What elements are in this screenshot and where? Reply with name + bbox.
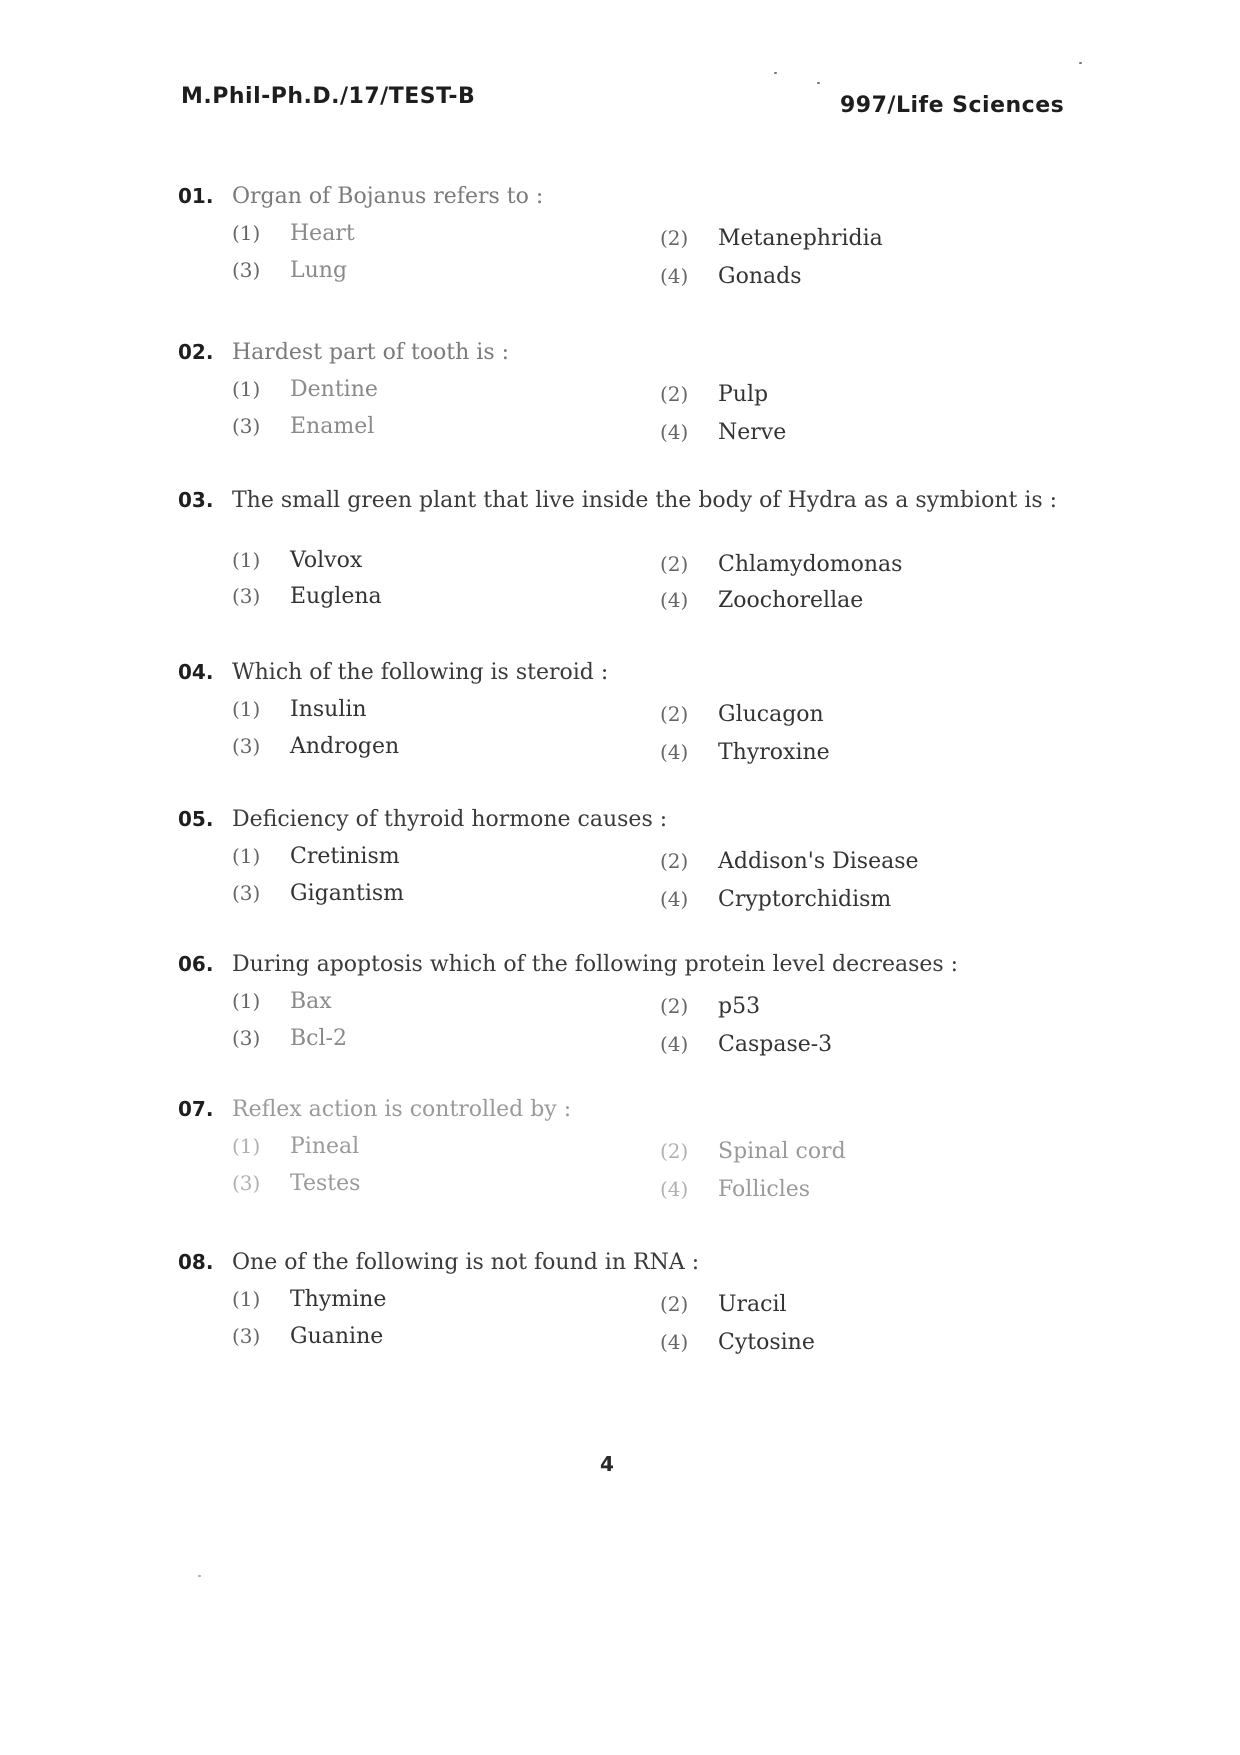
option-text: Zoochorellae — [718, 588, 864, 613]
option-number: (3) — [232, 1324, 261, 1348]
option-number: (2) — [660, 382, 689, 406]
option-2 — [660, 552, 902, 577]
option-number: (3) — [232, 414, 261, 438]
question-text: The small green plant that live inside the body of Hydra as a symbiont is : — [232, 488, 1058, 513]
scan-speck — [817, 82, 820, 84]
question-number: 05. — [178, 807, 214, 831]
option-text: Follicles — [718, 1177, 811, 1202]
option-number: (1) — [232, 1287, 261, 1311]
question-08 — [0, 1250, 1240, 1380]
option-number: (1) — [232, 697, 261, 721]
scan-speck — [774, 72, 777, 74]
option-text: Uracil — [718, 1292, 787, 1317]
question-number: 01. — [178, 184, 214, 208]
option-text: Dentine — [290, 377, 378, 402]
option-number: (2) — [660, 1292, 689, 1316]
option-number: (1) — [232, 377, 261, 401]
option-text: Cytosine — [718, 1330, 815, 1355]
option-text: Addison's Disease — [718, 849, 919, 874]
option-1 — [232, 1134, 359, 1159]
question-text: One of the following is not found in RNA : — [232, 1250, 700, 1275]
option-4 — [660, 588, 863, 613]
option-4 — [660, 420, 786, 445]
option-number: (3) — [232, 258, 261, 282]
option-number: (4) — [660, 588, 689, 612]
option-text: Gonads — [718, 264, 802, 289]
option-number: (4) — [660, 887, 689, 911]
option-3 — [232, 414, 374, 439]
option-number: (4) — [660, 264, 689, 288]
option-text: Volvox — [290, 548, 363, 573]
question-06 — [0, 952, 1240, 1082]
option-1 — [232, 221, 355, 246]
option-text: Testes — [290, 1171, 361, 1196]
option-2 — [660, 226, 883, 251]
question-text: Organ of Bojanus refers to : — [232, 184, 544, 209]
option-text: Euglena — [290, 584, 382, 609]
option-text: Chlamydomonas — [718, 552, 903, 577]
option-text: Bax — [290, 989, 332, 1014]
question-number: 02. — [178, 340, 214, 364]
option-text: Insulin — [290, 697, 367, 722]
question-02 — [0, 340, 1240, 470]
paper-subject: 997/Life Sciences — [840, 93, 1065, 118]
option-number: (4) — [660, 1177, 689, 1201]
option-4 — [660, 740, 830, 765]
option-4 — [660, 887, 891, 912]
option-3 — [232, 258, 347, 283]
option-2 — [660, 849, 919, 874]
option-number: (4) — [660, 1330, 689, 1354]
option-text: Glucagon — [718, 702, 824, 727]
question-05 — [0, 807, 1240, 937]
question-number: 06. — [178, 952, 214, 976]
question-04 — [0, 660, 1240, 790]
scan-speck — [198, 1575, 201, 1577]
option-number: (4) — [660, 1032, 689, 1056]
option-text: Androgen — [290, 734, 400, 759]
option-text: Gigantism — [290, 881, 405, 906]
question-text: Deficiency of thyroid hormone causes : — [232, 807, 668, 832]
option-text: Nerve — [718, 420, 787, 445]
option-number: (2) — [660, 849, 689, 873]
option-3 — [232, 881, 404, 906]
option-3 — [232, 1171, 360, 1196]
option-4 — [660, 264, 801, 289]
option-4 — [660, 1330, 815, 1355]
option-text: Cryptorchidism — [718, 887, 892, 912]
option-number: (2) — [660, 994, 689, 1018]
option-1 — [232, 844, 400, 869]
option-number: (2) — [660, 226, 689, 250]
option-2 — [660, 1292, 787, 1317]
option-number: (1) — [232, 548, 261, 572]
option-2 — [660, 994, 760, 1019]
option-number: (2) — [660, 1139, 689, 1163]
option-3 — [232, 734, 399, 759]
option-text: Pulp — [718, 382, 769, 407]
option-number: (4) — [660, 740, 689, 764]
question-07 — [0, 1097, 1240, 1227]
question-01 — [0, 184, 1240, 314]
option-1 — [232, 548, 362, 573]
option-number: (1) — [232, 844, 261, 868]
scan-speck — [1079, 62, 1082, 64]
option-text: Lung — [290, 258, 348, 283]
option-number: (3) — [232, 1171, 261, 1195]
option-1 — [232, 697, 367, 722]
option-text: Cretinism — [290, 844, 400, 869]
question-number: 03. — [178, 488, 214, 512]
option-text: Spinal cord — [718, 1139, 846, 1164]
option-number: (3) — [232, 881, 261, 905]
question-text: During apoptosis which of the following protein level decreases : — [232, 952, 959, 977]
option-3 — [232, 584, 382, 609]
option-number: (2) — [660, 552, 689, 576]
exam-code: M.Phil-Ph.D./17/TEST-B — [181, 84, 476, 109]
option-text: Bcl-2 — [290, 1026, 347, 1051]
option-3 — [232, 1026, 347, 1051]
option-text: Caspase-3 — [718, 1032, 833, 1057]
option-text: Thymine — [290, 1287, 387, 1312]
option-2 — [660, 1139, 846, 1164]
option-3 — [232, 1324, 383, 1349]
question-03 — [0, 488, 1240, 618]
option-number: (2) — [660, 702, 689, 726]
option-1 — [232, 989, 332, 1014]
option-number: (1) — [232, 1134, 261, 1158]
question-number: 07. — [178, 1097, 214, 1121]
page-number: 4 — [600, 1452, 614, 1476]
option-text: Guanine — [290, 1324, 384, 1349]
option-text: Heart — [290, 221, 355, 246]
option-1 — [232, 377, 378, 402]
option-text: p53 — [718, 994, 761, 1019]
question-number: 04. — [178, 660, 214, 684]
option-number: (3) — [232, 734, 261, 758]
question-number: 08. — [178, 1250, 214, 1274]
option-number: (1) — [232, 221, 261, 245]
option-text: Metanephridia — [718, 226, 883, 251]
option-1 — [232, 1287, 386, 1312]
question-text: Reflex action is controlled by : — [232, 1097, 572, 1122]
question-text: Which of the following is steroid : — [232, 660, 609, 685]
question-text: Hardest part of tooth is : — [232, 340, 510, 365]
option-number: (4) — [660, 420, 689, 444]
option-4 — [660, 1177, 810, 1202]
option-2 — [660, 382, 768, 407]
option-text: Thyroxine — [718, 740, 830, 765]
option-text: Enamel — [290, 414, 375, 439]
option-4 — [660, 1032, 832, 1057]
option-number: (3) — [232, 584, 261, 608]
option-2 — [660, 702, 824, 727]
option-number: (3) — [232, 1026, 261, 1050]
option-number: (1) — [232, 989, 261, 1013]
option-text: Pineal — [290, 1134, 360, 1159]
